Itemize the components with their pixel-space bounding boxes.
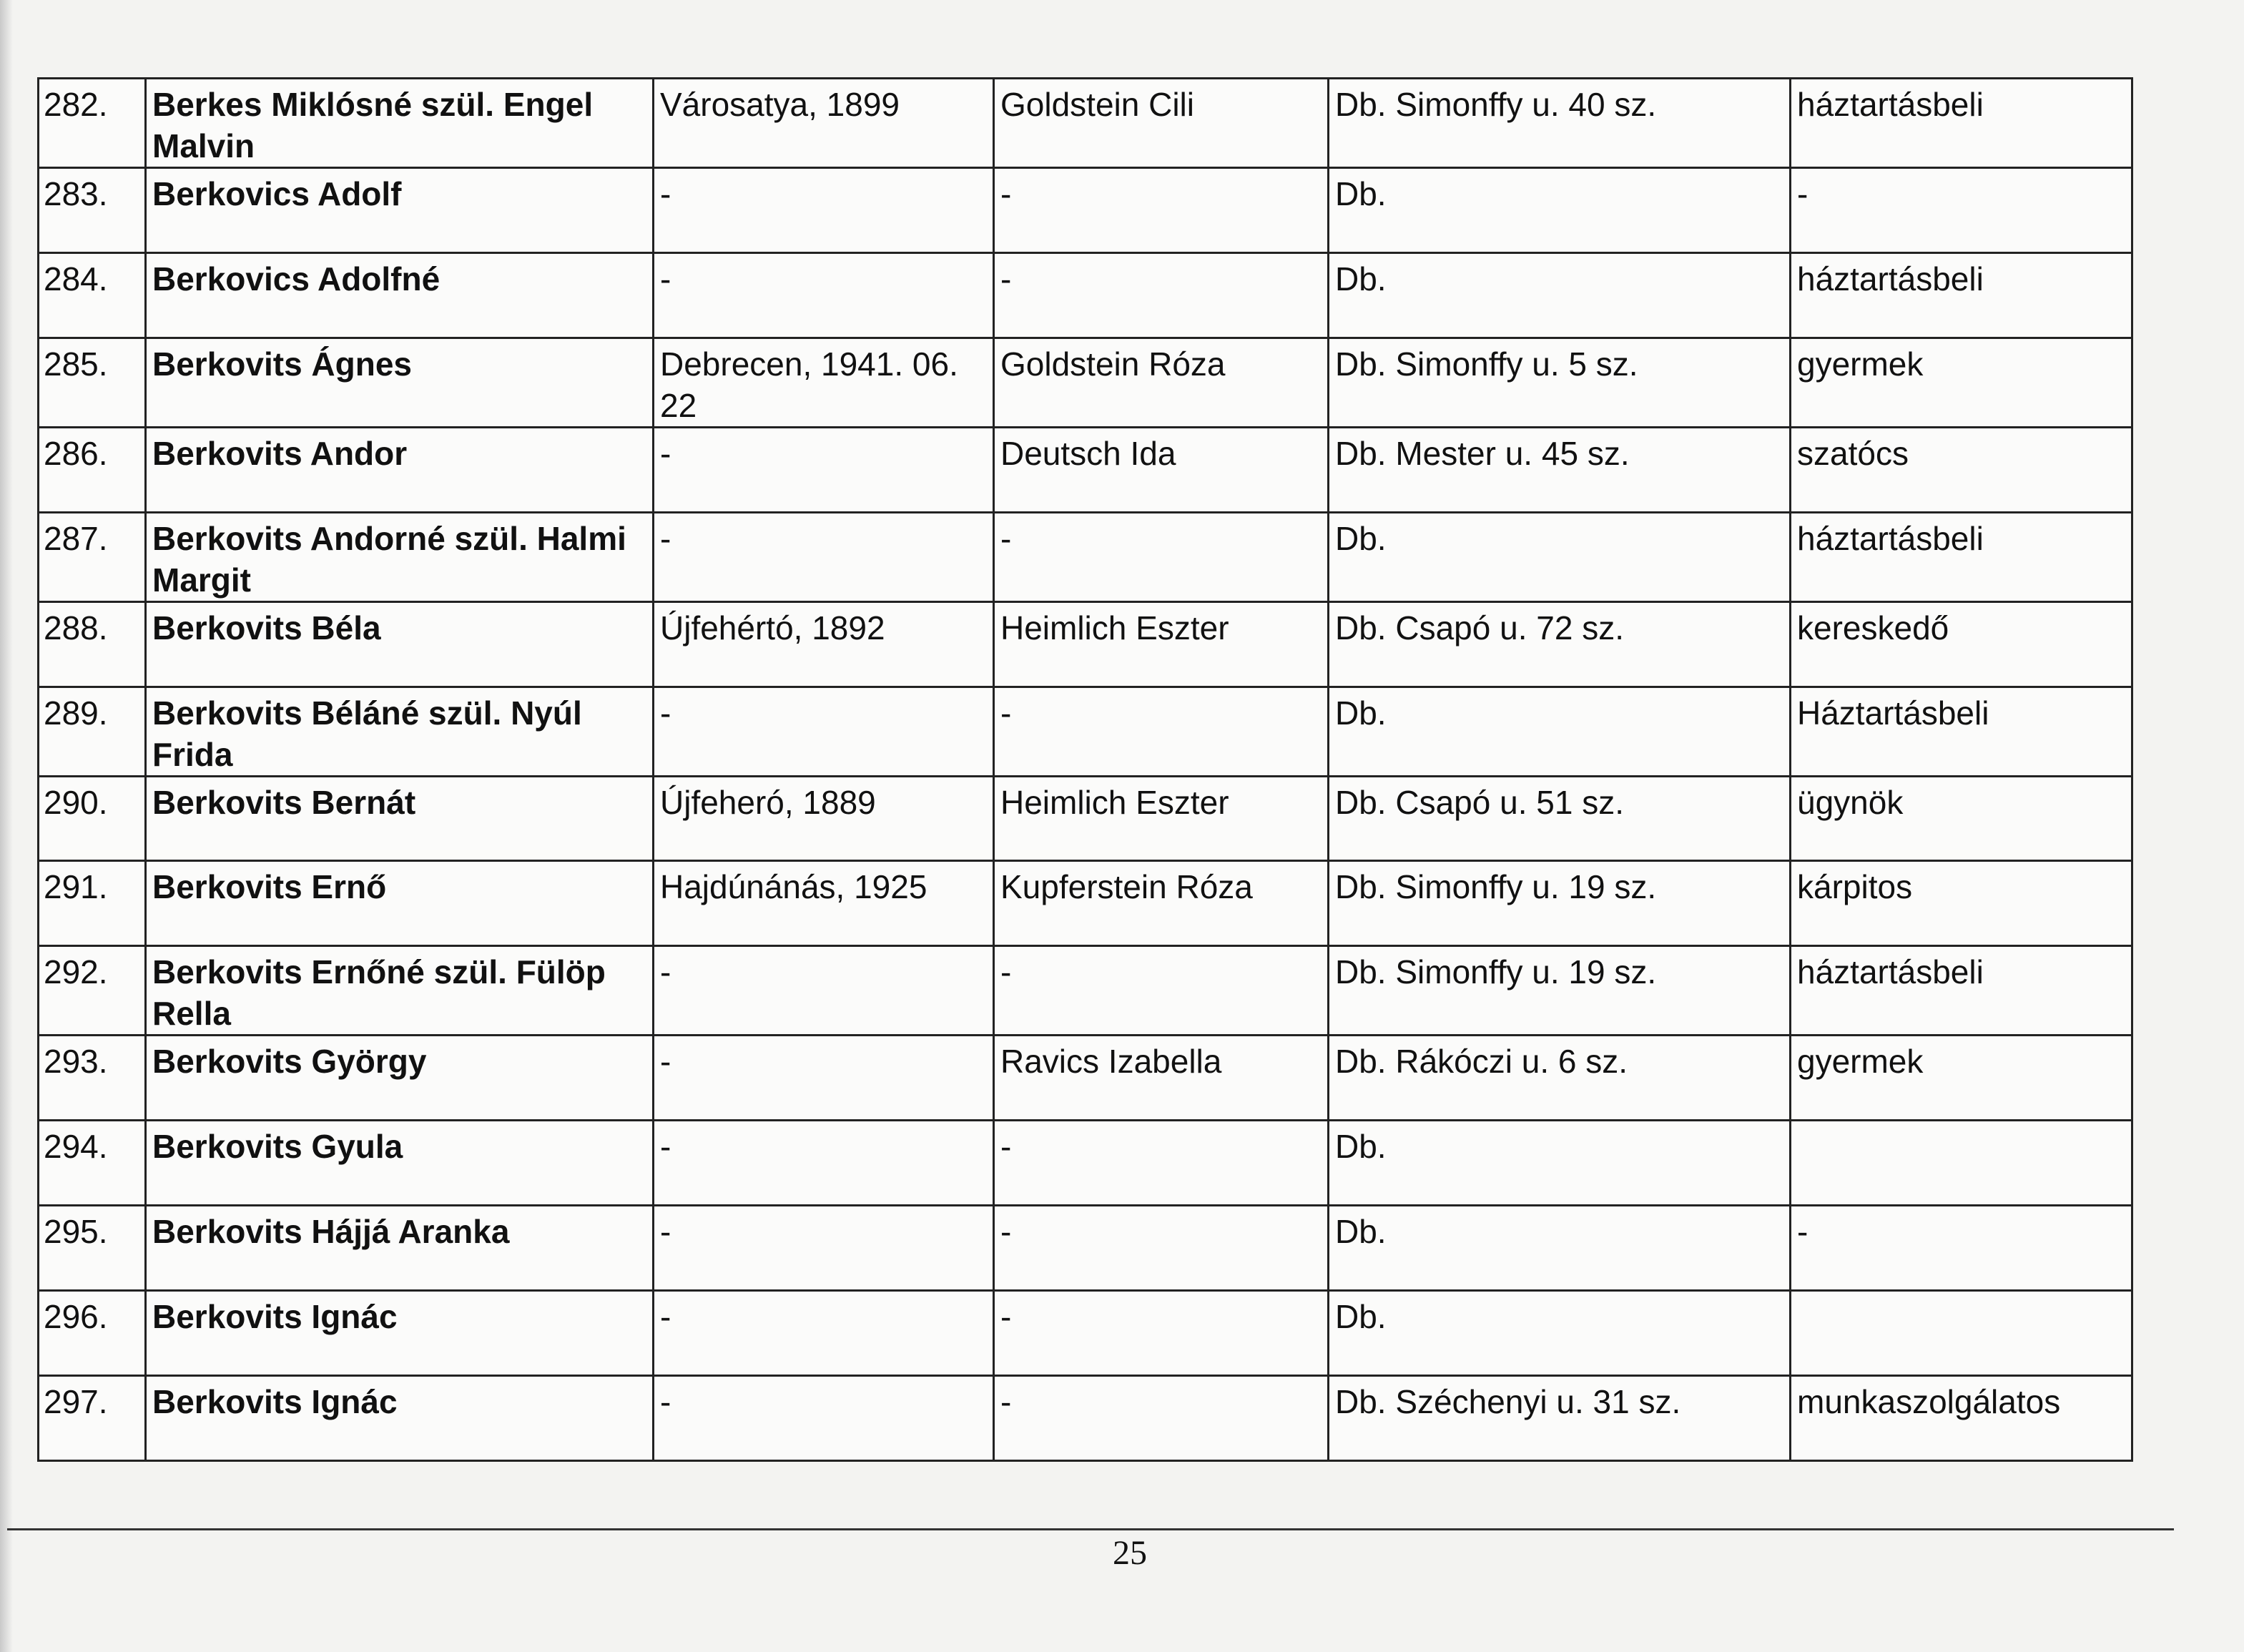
entry-number-cell: 290. (39, 776, 146, 861)
occupation-cell: - (1791, 1206, 2132, 1291)
address-cell: Db. Mester u. 45 sz. (1329, 427, 1791, 512)
entry-number-cell: 282. (39, 79, 146, 168)
occupation-cell: gyermek (1791, 1036, 2132, 1121)
birth-place-date-cell: - (654, 512, 994, 601)
address-cell: Db. Csapó u. 51 sz. (1329, 776, 1791, 861)
person-name-cell: Berkovits Ágnes (146, 338, 654, 427)
mother-name-cell: - (994, 1375, 1329, 1460)
occupation-cell: kereskedő (1791, 601, 2132, 687)
birth-place-date-cell: Hajdúnánás, 1925 (654, 861, 994, 946)
mother-name-cell: - (994, 512, 1329, 601)
mother-name-cell: - (994, 1121, 1329, 1206)
mother-name-cell: Ravics Izabella (994, 1036, 1329, 1121)
table-row (39, 776, 2132, 861)
birth-place-date-cell: - (654, 1206, 994, 1291)
address-cell: Db. (1329, 512, 1791, 601)
address-cell: Db. Széchenyi u. 31 sz. (1329, 1375, 1791, 1460)
address-cell: Db. Simonffy u. 5 sz. (1329, 338, 1791, 427)
address-cell: Db. (1329, 1290, 1791, 1375)
table-row (39, 601, 2132, 687)
table-row (39, 1375, 2132, 1460)
entry-number-cell: 294. (39, 1121, 146, 1206)
mother-name-cell: - (994, 946, 1329, 1036)
table-row (39, 427, 2132, 512)
occupation-cell: - (1791, 168, 2132, 253)
mother-name-cell: Heimlich Eszter (994, 776, 1329, 861)
birth-place-date-cell: - (654, 168, 994, 253)
entry-number-cell: 287. (39, 512, 146, 601)
person-name-cell: Berkovits Andorné szül. Halmi Margit (146, 512, 654, 601)
mother-name-cell: - (994, 1290, 1329, 1375)
person-name-cell: Berkovits Béla (146, 601, 654, 687)
entry-number-cell: 292. (39, 946, 146, 1036)
person-name-cell: Berkovits Gyula (146, 1121, 654, 1206)
occupation-cell: kárpitos (1791, 861, 2132, 946)
person-name-cell: Berkovits Ignác (146, 1375, 654, 1460)
table-row (39, 1036, 2132, 1121)
birth-place-date-cell: - (654, 687, 994, 776)
mother-name-cell: Kupferstein Róza (994, 861, 1329, 946)
birth-place-date-cell: - (654, 1121, 994, 1206)
occupation-cell: gyermek (1791, 338, 2132, 427)
person-name-cell: Berkovits Andor (146, 427, 654, 512)
mother-name-cell: - (994, 1206, 1329, 1291)
birth-place-date-cell: - (654, 252, 994, 338)
occupation-cell: ügynök (1791, 776, 2132, 861)
birth-place-date-cell: Újfehértó, 1892 (654, 601, 994, 687)
occupation-cell: szatócs (1791, 427, 2132, 512)
page-number: 25 (1113, 1534, 1147, 1572)
mother-name-cell: - (994, 687, 1329, 776)
table-row (39, 338, 2132, 427)
birth-place-date-cell: - (654, 946, 994, 1036)
birth-place-date-cell: - (654, 1375, 994, 1460)
footer-divider (7, 1528, 2174, 1530)
entry-number-cell: 297. (39, 1375, 146, 1460)
table-row (39, 168, 2132, 253)
mother-name-cell: Deutsch Ida (994, 427, 1329, 512)
mother-name-cell: Goldstein Róza (994, 338, 1329, 427)
address-cell: Db. (1329, 687, 1791, 776)
occupation-cell: háztartásbeli (1791, 252, 2132, 338)
entry-number-cell: 296. (39, 1290, 146, 1375)
mother-name-cell: - (994, 252, 1329, 338)
entry-number-cell: 288. (39, 601, 146, 687)
table-row (39, 861, 2132, 946)
entry-number-cell: 293. (39, 1036, 146, 1121)
person-name-cell: Berkovics Adolfné (146, 252, 654, 338)
address-cell: Db. Simonffy u. 19 sz. (1329, 861, 1791, 946)
birth-place-date-cell: Újfeheró, 1889 (654, 776, 994, 861)
person-name-cell: Berkovits Béláné szül. Nyúl Frida (146, 687, 654, 776)
birth-place-date-cell: - (654, 1036, 994, 1121)
table-row (39, 1206, 2132, 1291)
occupation-cell: munkaszolgálatos (1791, 1375, 2132, 1460)
entry-number-cell: 295. (39, 1206, 146, 1291)
person-name-cell: Berkovits Bernát (146, 776, 654, 861)
register-table (37, 77, 2133, 1462)
address-cell: Db. (1329, 1121, 1791, 1206)
table-row (39, 1121, 2132, 1206)
table-row (39, 946, 2132, 1036)
table-row (39, 252, 2132, 338)
address-cell: Db. (1329, 168, 1791, 253)
birth-place-date-cell: - (654, 427, 994, 512)
entry-number-cell: 289. (39, 687, 146, 776)
person-name-cell: Berkovits Ernő (146, 861, 654, 946)
page-edge-shadow (0, 0, 13, 1652)
occupation-cell (1791, 1290, 2132, 1375)
person-name-cell: Berkovits György (146, 1036, 654, 1121)
occupation-cell (1791, 1121, 2132, 1206)
mother-name-cell: Goldstein Cili (994, 79, 1329, 168)
table-row (39, 79, 2132, 168)
birth-place-date-cell: Városatya, 1899 (654, 79, 994, 168)
address-cell: Db. (1329, 252, 1791, 338)
address-cell: Db. Simonffy u. 19 sz. (1329, 946, 1791, 1036)
occupation-cell: Háztartásbeli (1791, 687, 2132, 776)
occupation-cell: háztartásbeli (1791, 512, 2132, 601)
person-name-cell: Berkovits Ernőné szül. Fülöp Rella (146, 946, 654, 1036)
mother-name-cell: Heimlich Eszter (994, 601, 1329, 687)
person-name-cell: Berkovits Hájjá Aranka (146, 1206, 654, 1291)
birth-place-date-cell: - (654, 1290, 994, 1375)
table-row (39, 687, 2132, 776)
address-cell: Db. Csapó u. 72 sz. (1329, 601, 1791, 687)
entry-number-cell: 283. (39, 168, 146, 253)
address-cell: Db. Rákóczi u. 6 sz. (1329, 1036, 1791, 1121)
person-name-cell: Berkovics Adolf (146, 168, 654, 253)
address-cell: Db. (1329, 1206, 1791, 1291)
entry-number-cell: 286. (39, 427, 146, 512)
person-name-cell: Berkes Miklósné szül. Engel Malvin (146, 79, 654, 168)
address-cell: Db. Simonffy u. 40 sz. (1329, 79, 1791, 168)
table-row (39, 512, 2132, 601)
person-name-cell: Berkovits Ignác (146, 1290, 654, 1375)
occupation-cell: háztartásbeli (1791, 946, 2132, 1036)
register-body (39, 79, 2132, 1461)
birth-place-date-cell: Debrecen, 1941. 06. 22 (654, 338, 994, 427)
mother-name-cell: - (994, 168, 1329, 253)
occupation-cell: háztartásbeli (1791, 79, 2132, 168)
table-row (39, 1290, 2132, 1375)
entry-number-cell: 291. (39, 861, 146, 946)
entry-number-cell: 284. (39, 252, 146, 338)
entry-number-cell: 285. (39, 338, 146, 427)
